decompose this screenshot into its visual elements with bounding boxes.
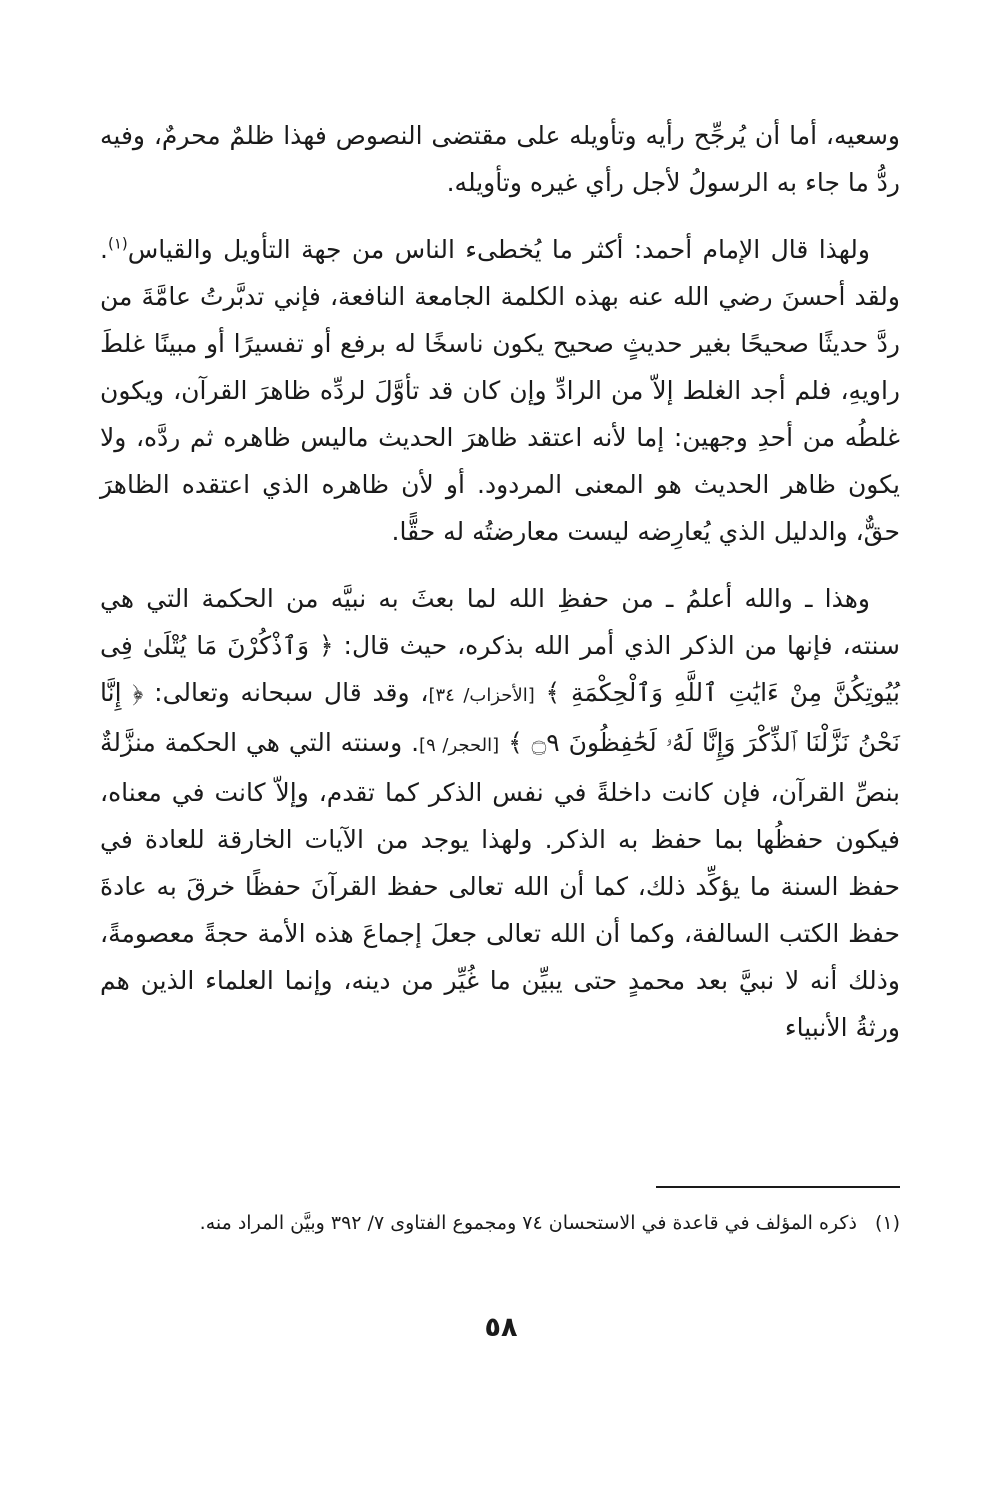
footnote-separator: [656, 1186, 900, 1188]
paragraph-2-text-b: . ولقد أحسنَ رضي الله عنه بهذه الكلمة الجامعة النافعة، فإني تدبَّرتُ عامَّةَ من ردَّ حديثًا صحيحًا بغير حديثٍ صحيح يكون ناسخًا له برفع أو تفسيرًا أو مبينًا غلطَ راويهِ، فلم أجد الغلط إلاّ من الرادِّ وإن كان قد تأوَّلَ لردِّه ظاهرَ القرآن، ويكون غلطُه من أحدِ وجهين: إما لأنه اعتقد ظاهرَ الحديث ماليس ظاهره ثم ردَّه، ولا يكون ظاهر الحديث هو المعنى المردود. أو لأن ظاهره الذي اعتقده الظاهرَ حقٌّ، والدليل الذي يُعارِضه ليست معارضتُه له حقًّا.: [100, 235, 900, 546]
paragraph-3-text-a: وهذا ـ والله أعلمُ ـ من حفظِ الله لما بعثَ به نبيَّه من الحكمة التي هي سنته، فإنها من الذكر الذي أمر الله بذكره، حيث قال:: [100, 584, 900, 660]
verse-citation-ahzab: [الأحزاب/ ٣٤]: [428, 685, 535, 706]
footnote: [100, 1206, 900, 1240]
footnote-text: ذكره المؤلف في قاعدة في الاستحسان ٧٤ ومجموع الفتاوى ٧/ ٣٩٢ وبيَّن المراد منه.: [199, 1212, 857, 1234]
paragraph-3-text-b: ، وقد قال سبحانه وتعالى:: [143, 678, 429, 707]
page-number: ٥٨: [484, 1312, 518, 1343]
quran-verse-hijr: ﴿ إِنَّا نَحْنُ نَزَّلْنَا ٱلذِّكْرَ وَإِنَّا لَهُۥ لَحَٰفِظُونَ ۝٩ ﴾: [100, 678, 900, 757]
verse-citation-hijr: [الحجر/ ٩]: [419, 735, 500, 756]
footnote-reference[interactable]: (١): [107, 234, 128, 253]
paragraph-2: [100, 226, 900, 555]
paragraph-1: وسعيه، أما أن يُرجِّح رأيه وتأويله على مقتضى النصوص فهذا ظلمٌ محرمٌ، وفيه ردُّ ما جاء به الرسولُ لأجل رأي غيره وتأويله.: [100, 121, 900, 197]
footnote-number: (١): [874, 1212, 900, 1234]
paragraph-3: [100, 575, 900, 1051]
paragraph-2-text-a: ولهذا قال الإمام أحمد: أكثر ما يُخطىء الناس من جهة التأويل والقياس: [127, 235, 870, 264]
paragraph-3-text-c: . وسنته التي هي الحكمة منزَّلةٌ بنصِّ القرآن، فإن كانت داخلةً في نفس الذكر كما تقدم، وإلاّ كانت في معناه، فيكون حفظُها بما حفظ به الذكر. ولهذا يوجد من الآيات الخارقة للعادة في حفظ السنة ما يؤكِّد ذلك، كما أن الله تعالى حفظ القرآنَ حفظًا خرقَ به عادةَ حفظ الكتب السالفة، وكما أن الله تعالى جعلَ إجماعَ هذه الأمة حجةً معصومةً، وذلك أنه لا نبيَّ بعد محمدٍ حتى يبيِّن ما غُيِّر من دينه، وإنما العلماء الذين هم ورثةُ الأنبياء: [100, 728, 900, 1042]
quran-verse-ahzab: ﴿ وَٱذْكُرْنَ مَا يُتْلَىٰ فِى بُيُوتِكُنَّ مِنْ ءَايَٰتِ ٱللَّهِ وَٱلْحِكْمَةِ ﴾: [100, 631, 900, 707]
main-text: [100, 112, 900, 1051]
